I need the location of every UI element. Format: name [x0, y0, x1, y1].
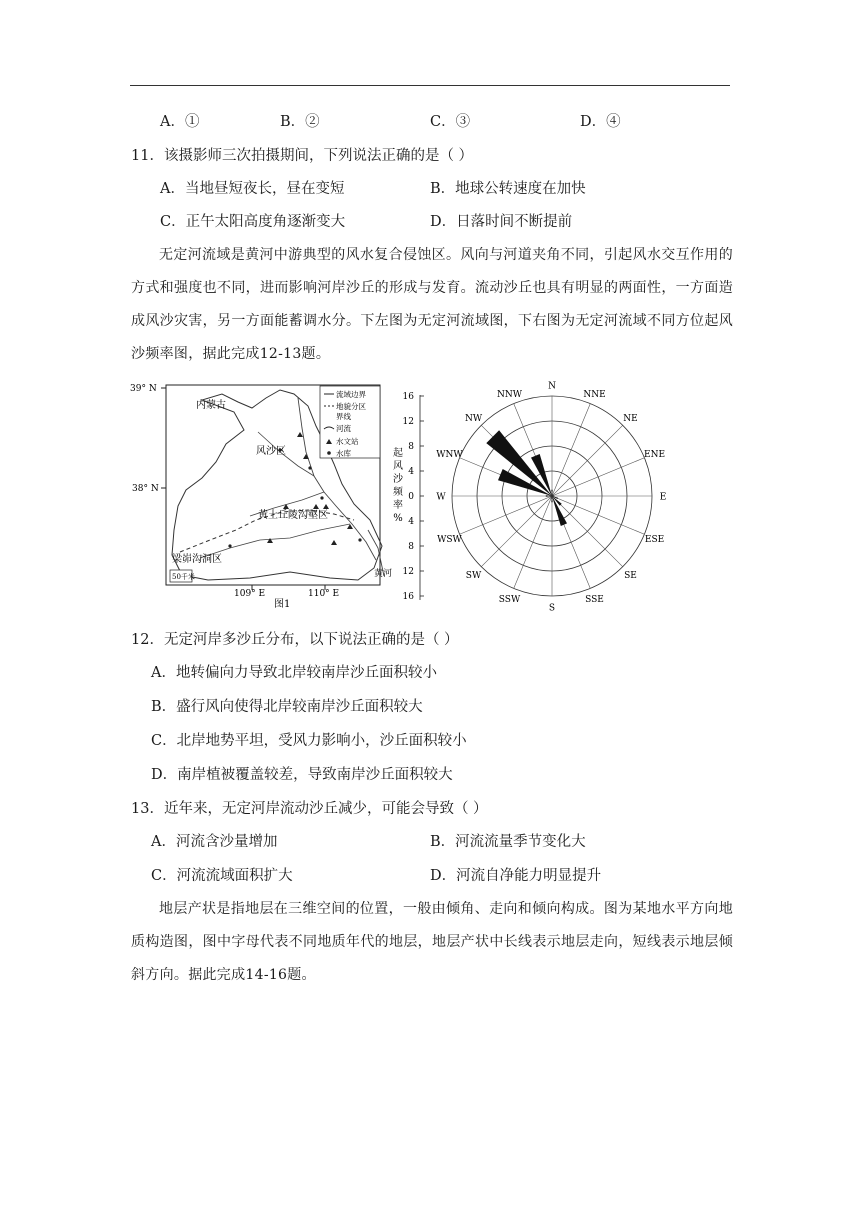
direction-label-N: N: [548, 381, 556, 392]
passage-strata-attitude: 地层产状是指地层在三维空间的位置，一般由倾角、走向和倾向构成。图为某地水平方向地质构造图，图中字母代表不同地质年代的地层，地层产状中长线表示地层走向，短线表示地层倾斜方向。据此完成14-16题。: [131, 901, 733, 983]
legend-reservoir: 水库: [336, 449, 351, 458]
direction-label-SE: SE: [624, 570, 637, 581]
direction-label-WNW: WNW: [436, 450, 463, 461]
q10-option-d[interactable]: D．④: [580, 114, 621, 130]
scale-tick-label-7: 12: [402, 567, 414, 577]
rose-petals: [486, 430, 567, 526]
scale-tick-label-5: 4: [408, 517, 414, 527]
direction-label-SW: SW: [465, 570, 482, 581]
wind-sand-rose-chart: [390, 380, 720, 612]
legend-river: 河流: [336, 424, 351, 433]
tributary-2: [200, 524, 350, 558]
q12-option-c[interactable]: C．北岸地势平坦，受风力影响小，沙丘面积较小: [151, 733, 467, 749]
q11-option-d[interactable]: D．日落时间不断提前: [430, 214, 573, 230]
lat-39-label: 39° N: [130, 384, 157, 394]
direction-label-WSW: WSW: [437, 534, 462, 545]
axis-label-char-2: 沙: [393, 474, 403, 485]
label-fengsha: 风沙区: [256, 446, 286, 457]
passage-wuding-river: 无定河流域是黄河中游典型的风水复合侵蚀区。风向与河道夹角不同，引起风水交互作用的方式和强度也不同，进而影响河岸沙丘的形成与发育。流动沙丘也具有明显的两面性，一方面造成风沙灾害，另一方面能蓄调水分。下左图为无定河流域图，下右图为无定河流域不同方位起风沙频率图，据此完成12-13题。: [131, 247, 733, 362]
label-huanghe: 黄河: [374, 569, 393, 579]
direction-label-S: S: [548, 603, 556, 614]
top-rule: [130, 85, 730, 86]
legend-boundary: 流域边界: [336, 390, 366, 399]
scale-ticks: [403, 392, 424, 602]
axis-label-char-5: %: [393, 513, 403, 524]
label-huangtu: 黄土丘陵沟壑区: [258, 510, 328, 521]
scale-tick-label-2: 8: [408, 442, 414, 452]
legend-station: 水文站: [336, 437, 359, 446]
q13-option-a[interactable]: A．河流含沙量增加: [151, 834, 278, 850]
axis-label-char-1: 风: [393, 461, 403, 472]
scale-label: 50千米: [172, 573, 195, 581]
q11-option-b[interactable]: B．地球公转速度在加快: [430, 181, 586, 197]
scale-tick-label-1: 12: [402, 417, 414, 427]
scale-tick-label-3: 4: [408, 467, 414, 477]
q12-option-b[interactable]: B．盛行风向使得北岸较南岸沙丘面积较大: [151, 699, 423, 715]
axis-label-char-3: 频: [393, 487, 403, 498]
q11-option-a[interactable]: A．当地昼短夜长，昼在变短: [160, 181, 345, 197]
legend-landform-1: 地貌分区: [336, 402, 366, 411]
direction-label-ENE: ENE: [644, 450, 666, 461]
scale-tick-label-8: 16: [402, 592, 414, 602]
q11-option-c[interactable]: C．正午太阳高度角逐渐变大: [160, 214, 346, 230]
lat-38-label: 38° N: [132, 484, 159, 494]
axis-label-char-0: 起: [393, 448, 403, 459]
scale-tick-label-4: 0: [408, 492, 414, 502]
direction-label-SSW: SSW: [498, 595, 521, 606]
legend-landform-2: 界线: [336, 412, 351, 421]
q10-option-b[interactable]: B．②: [280, 114, 320, 130]
q11-stem: 11．该摄影师三次拍摄期间，下列说法正确的是（ ）: [131, 148, 474, 164]
scale-tick-label-0: 16: [402, 392, 414, 402]
direction-label-W: W: [436, 492, 446, 503]
q13-option-b[interactable]: B．河流流量季节变化大: [430, 834, 586, 850]
q12-option-d[interactable]: D．南岸植被覆盖较差，导致南岸沙丘面积较大: [151, 767, 453, 783]
q13-option-c[interactable]: C．河流流域面积扩大: [151, 868, 293, 884]
direction-label-ESE: ESE: [644, 534, 665, 545]
lon-109-label: 109° E: [234, 589, 266, 599]
q13-stem: 13．近年来，无定河岸流动沙丘减少，可能会导致（ ）: [131, 801, 488, 817]
map-caption: 图1: [274, 599, 291, 610]
rose-petal-SSE: [552, 496, 567, 526]
direction-label-NW: NW: [464, 414, 483, 425]
wuding-basin-map: [130, 380, 393, 612]
q12-option-a[interactable]: A．地转偏向力导致北岸较南岸沙丘面积较小: [151, 665, 437, 681]
direction-label-SSE: SSE: [585, 595, 604, 606]
direction-label-NE: NE: [623, 414, 638, 425]
q13-option-d[interactable]: D．河流自净能力明显提升: [430, 868, 602, 884]
label-liangmao: 梁峁沟洞区: [172, 554, 222, 565]
direction-label-E: E: [659, 492, 667, 503]
direction-label-NNE: NNE: [583, 389, 606, 400]
q10-option-c[interactable]: C．③: [430, 114, 471, 130]
q12-stem: 12．无定河岸多沙丘分布，以下说法正确的是（ ）: [131, 632, 459, 648]
direction-label-NNW: NNW: [497, 389, 523, 400]
q10-option-a[interactable]: A．①: [160, 114, 200, 130]
axis-label: [393, 446, 404, 524]
label-neimenggu: 内蒙古: [196, 400, 226, 411]
axis-label-char-4: 率: [393, 500, 403, 511]
scale-tick-label-6: 8: [408, 542, 414, 552]
lon-110-label: 110° E: [308, 589, 340, 599]
